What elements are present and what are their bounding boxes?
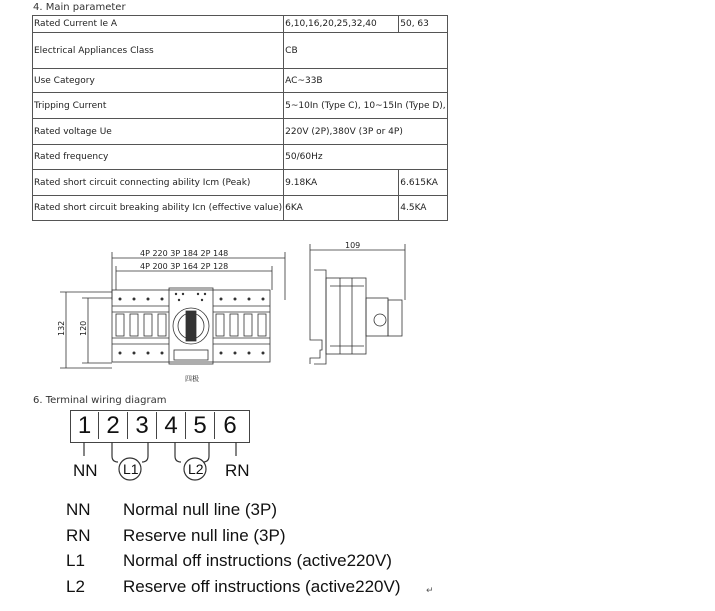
param-value: 6KA xyxy=(284,196,399,221)
table-row xyxy=(33,119,448,145)
param-value: 5~10In (Type C), 10~15In (Type D), xyxy=(284,93,448,119)
param-label: Rated frequency xyxy=(33,145,284,170)
param-value: AC~33B xyxy=(284,69,448,93)
table-row xyxy=(33,170,448,196)
param-label: Electrical Appliances Class xyxy=(33,33,284,69)
table-row xyxy=(33,93,448,119)
dim-top-outer: 4P 220 3P 184 2P 148 xyxy=(140,249,229,258)
label-nn: NN xyxy=(73,461,98,480)
param-value: 220V (2P),380V (3P or 4P) xyxy=(284,119,448,145)
param-label: Use Category xyxy=(33,69,284,93)
section-6-heading: 6. Terminal wiring diagram xyxy=(33,395,167,406)
table-row xyxy=(33,69,448,93)
terminal-3: 3 xyxy=(128,412,157,439)
front-view-drawing xyxy=(50,240,290,390)
param-label: Rated short circuit breaking ability Icn (effective value) xyxy=(33,196,284,221)
terminal-4: 4 xyxy=(157,412,186,439)
legend-code: RN xyxy=(66,526,91,545)
dim-left-outer: 132 xyxy=(57,320,66,336)
return-mark: ↵ xyxy=(426,586,434,596)
drawing-caption: 四极 xyxy=(185,375,199,383)
table-row xyxy=(33,196,448,221)
param-value: 9.18KA xyxy=(284,170,399,196)
terminal-block xyxy=(70,410,250,443)
table-row xyxy=(33,145,448,170)
dim-left-inner: 120 xyxy=(79,320,88,336)
table-row xyxy=(33,33,448,69)
legend-desc: Normal off instructions (active220V) xyxy=(123,551,392,570)
legend-desc: Reserve null line (3P) xyxy=(123,526,286,545)
terminal-2: 2 xyxy=(99,412,128,439)
param-value: 6,10,16,20,25,32,40 xyxy=(284,16,399,33)
terminal-6: 6 xyxy=(223,412,237,439)
legend-code: L1 xyxy=(66,551,85,570)
label-l2: L2 xyxy=(188,461,204,477)
table-row xyxy=(33,16,448,33)
terminal-5: 5 xyxy=(186,412,215,439)
param-value: CB xyxy=(284,33,448,69)
section-4-heading: 4. Main parameter xyxy=(33,2,126,13)
legend-code: L2 xyxy=(66,577,85,596)
side-view-drawing xyxy=(300,240,410,380)
param-label: Rated short circuit connecting ability Icm (Peak) xyxy=(33,170,284,196)
param-value-2: 4.5KA xyxy=(399,196,447,221)
legend-code: NN xyxy=(66,500,91,519)
label-rn: RN xyxy=(225,461,250,480)
param-label: Tripping Current xyxy=(33,93,284,119)
param-label: Rated Current Ie A xyxy=(33,16,284,33)
param-label: Rated voltage Ue xyxy=(33,119,284,145)
main-parameter-table xyxy=(32,15,448,221)
dim-top-inner: 4P 200 3P 164 2P 128 xyxy=(140,262,229,271)
dim-side-width: 109 xyxy=(345,241,361,250)
param-value-2: 6.615KA xyxy=(399,170,447,196)
label-l1: L1 xyxy=(123,461,139,477)
legend-desc: Normal null line (3P) xyxy=(123,500,277,519)
legend-desc: Reserve off instructions (active220V) xyxy=(123,577,401,596)
param-value: 50/60Hz xyxy=(284,145,448,170)
param-value-2: 50, 63 xyxy=(399,16,447,33)
terminal-1: 1 xyxy=(71,412,99,439)
